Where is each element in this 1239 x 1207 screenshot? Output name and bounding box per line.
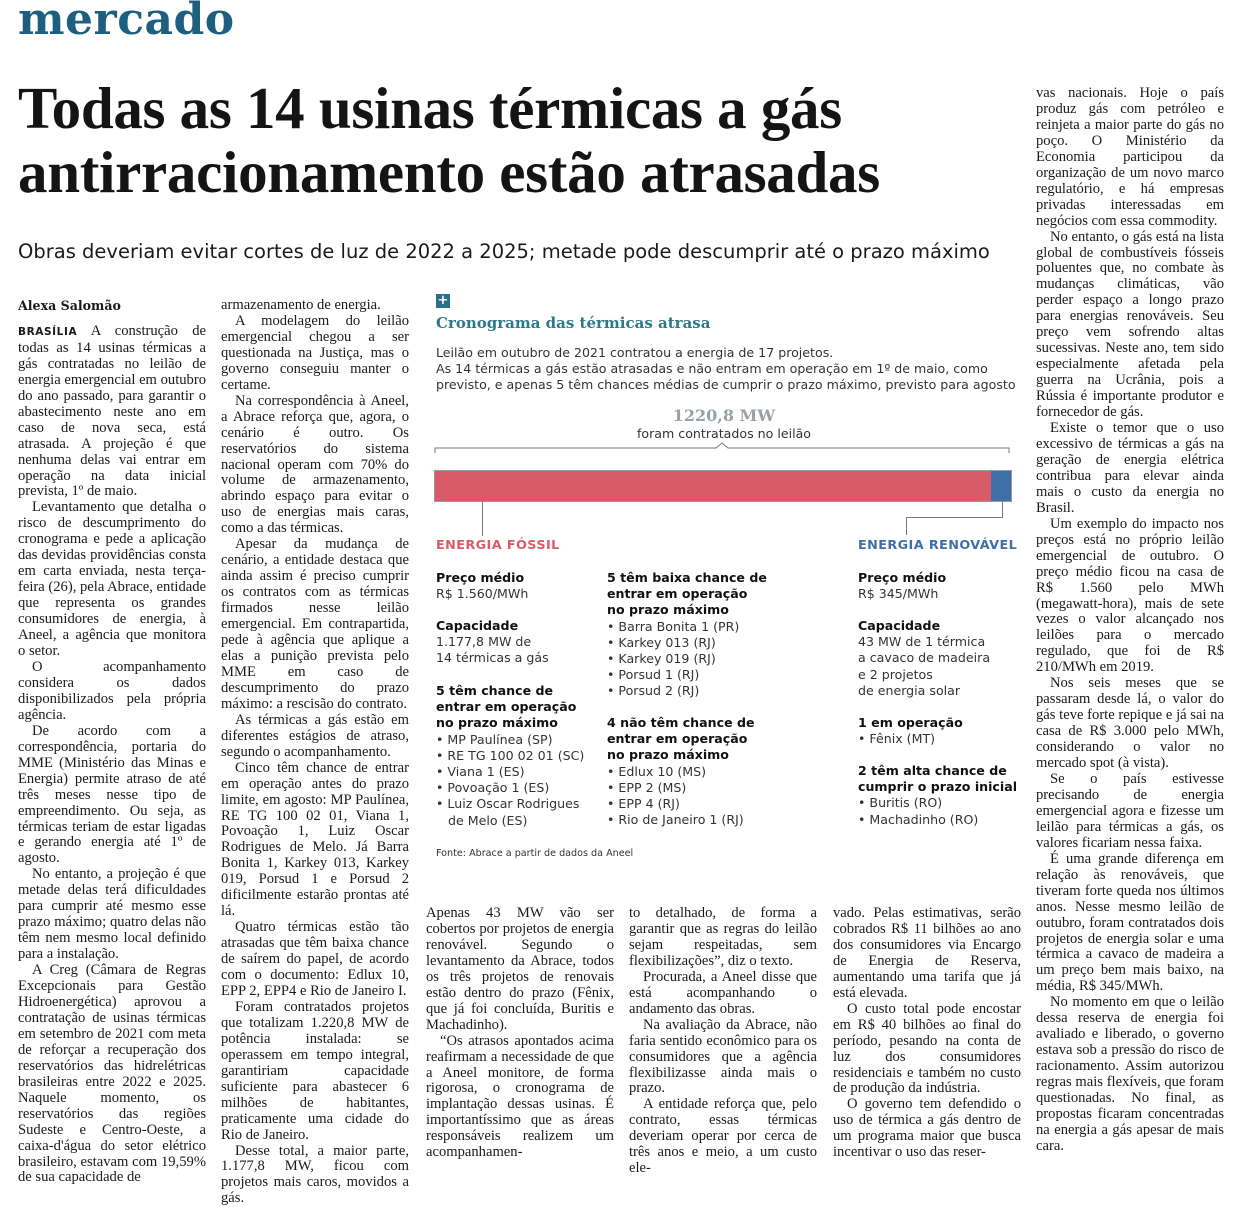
- paragraph: De acordo com a correspondência, portaria do MME (Ministério das Minas e Energia) permite atraso de até três meses nesse tipo de empreendimento. Ou seja, as térmicas teriam de estar ligadas e gerando energia até 1º de agosto.: [18, 722, 206, 867]
- in-operation-list: [858, 731, 963, 747]
- list-item: • Porsud 1 (RJ): [607, 667, 700, 683]
- paragraph: A construção de todas as 14 usinas térmicas a gás contratadas no leilão de energia emergencial em outubro do ano passado, para garantir o abastecimento neste ano em caso de nova seca, está atrasada. A projeção é que nenhuma delas vai entrar em operação na data inicial prevista, 1º de maio.: [18, 322, 206, 500]
- article-column-3: [426, 906, 614, 1170]
- paragraph: No entanto, o gás está na lista global de combustíveis fósseis poluentes que, no combate às mudanças climáticas, vão perder espaço a longo prazo para energias renováveis. Seu preço vem sofrendo altas sucessivas. Neste ano, tem sido especialmente afetada pela guerra na Ucrânia, pois a Rússia é importante produtor e fornecedor de gás.: [1036, 228, 1224, 421]
- paragraph: Se o país estivesse precisando de energia emergencial agora e fizesse um leilão para térmicas a gás, os valores ficariam nessa faixa.: [1036, 770, 1224, 851]
- list-item: • Barra Bonita 1 (PR): [607, 618, 740, 634]
- paragraph: Quatro térmicas estão tão atrasadas que têm baixa chance de saírem do papel, de acordo com o documento: Edlux 10, EPP 2, EPP4 e Rio de Janeiro I.: [221, 919, 409, 999]
- paragraph: O acompanhamento considera os dados disponibilizados pela própria agência.: [18, 658, 206, 723]
- list-item: • Buritis (RO): [858, 795, 943, 811]
- renewable-capacity-line: e 2 projetos: [858, 666, 933, 682]
- renewable-capacity-line: a cavaco de madeira: [858, 650, 991, 666]
- list-item: • RE TG 100 02 01 (SC): [436, 747, 585, 763]
- list-item: • Karkey 013 (RJ): [607, 634, 716, 650]
- list-item: • Luiz Oscar Rodrigues: [436, 796, 580, 812]
- low-chance-heading: entrar em operação: [607, 586, 748, 602]
- high-chance-heading: cumprir o prazo inicial: [858, 779, 1018, 795]
- paragraph: “Os atrasos apontados acima reafirmam a necessidade de que a Aneel monitore, de forma rigorosa, o cronograma de implantação dessas usinas. É importantíssimo que as áreas responsáveis realizem um acompanhamen-: [426, 1032, 614, 1161]
- renewable-price-block: [858, 570, 946, 602]
- intro-line: As 14 térmicas a gás estão atrasadas e não entram em operação em 1º de maio, como previsto, e apenas 5 têm chances médias de cumprir o prazo máximo, previsto para agosto: [436, 361, 1016, 393]
- section-label: mercado: [18, 0, 235, 45]
- low-chance-heading: no prazo máximo: [607, 602, 729, 618]
- no-chance-heading: 4 não têm chance de: [607, 715, 755, 730]
- medium-chance-heading: 5 têm chance de: [436, 683, 554, 698]
- list-item: • Porsud 2 (RJ): [607, 683, 700, 699]
- fossil-bar-segment: [435, 471, 991, 501]
- medium-chance-block: [436, 683, 584, 829]
- paragraph: vas nacionais. Hoje o país produz gás com petróleo e reinjeta a maior parte do gás no poço. O Ministério da Economia participou da organização de um novo marco regulatório, e há empresas privadas interessadas em negócios com essa commodity.: [1036, 85, 1224, 229]
- list-item: • EPP 2 (MS): [607, 779, 687, 795]
- renewable-capacity-line: 43 MW de 1 térmica: [858, 634, 986, 650]
- renewable-capacity-line: de energia solar: [858, 682, 961, 698]
- paragraph: Nos seis meses que se passaram desde lá, o valor do gás teve forte repique e já sai na casa de R$ 3.000 pelo MWh, considerando o valor no mercado spot (à vista).: [1036, 675, 1224, 772]
- list-item: • EPP 4 (RJ): [607, 796, 680, 812]
- article-column-6: [1036, 86, 1224, 1170]
- paragraph: As térmicas a gás estão em diferentes estágios de atraso, segundo o acompanhamento.: [221, 711, 409, 760]
- no-chance-block: [607, 715, 755, 828]
- paragraph: O governo tem defendido o uso de térmica a gás dentro de um programa maior que busca incentivar o uso das reser-: [833, 1096, 1021, 1161]
- article-column-4: [629, 905, 817, 1177]
- paragraph: É uma grande diferença em relação às renováveis, que tiveram forte queda nos últimos anos. Nesse mesmo leilão de outubro, foram contratados dois projetos de energia solar e uma térmica a cavaco de madeira a um preço bem mais baixo, na média, R$ 345/MWh.: [1036, 850, 1224, 995]
- list-item: • Fênix (MT): [858, 731, 936, 747]
- fossil-price-heading: Preço médio: [436, 570, 525, 585]
- in-operation-heading: 1 em operação: [858, 715, 963, 730]
- dateline: BRASÍLIA: [18, 325, 78, 338]
- high-chance-list: [858, 795, 1017, 827]
- article-column-2: [221, 297, 409, 1207]
- source-note: Fonte: Abrace a partir de dados da Aneel: [436, 848, 634, 859]
- article-column-5: [833, 906, 1021, 1170]
- paragraph: vado. Pelas estimativas, serão cobrados R$ 11 bilhões ao ano dos consumidores via Encargo de Energia de Reserva, aumentando uma tarifa que já está elevada.: [833, 905, 1021, 1001]
- paragraph: Cinco têm chance de entrar em operação antes do prazo limite, em agosto: MP Paulínea, RE TG 100 02 01, Viana 1, Povoação 1, Luiz Oscar Rodrigues de Melo. Já Barra Bonita 1, Karkey 013, Karkey 019, Porsud 1 e Porsud 2 dificilmente estarão prontas até lá.: [221, 759, 409, 920]
- brace-shape: [434, 442, 1010, 454]
- medium-chance-heading: no prazo máximo: [436, 715, 558, 731]
- fossil-energy-label: ENERGIA FÓSSIL: [436, 538, 560, 553]
- paragraph: A entidade reforça que, pelo contrato, essas térmicas deveriam operar por cerca de três anos e meio, a um custo ele-: [629, 1096, 817, 1177]
- list-item: • MP Paulínea (SP): [436, 731, 553, 747]
- paragraph: No momento em que o leilão dessa reserva de energia foi avaliado e liberado, o governo estava sob a pressão do risco de racionamento. Assim autorizou regras mais flexíveis, que foram questionadas. No final, as propostas ficaram concentradas na energia a gás apesar de mais cara.: [1036, 994, 1224, 1154]
- fossil-price-value: R$ 1.560/MWh: [436, 586, 529, 602]
- low-chance-heading: 5 têm baixa chance de: [607, 570, 767, 585]
- renewable-price-heading: Preço médio: [858, 570, 947, 585]
- no-chance-heading: entrar em operação: [607, 731, 748, 747]
- list-item: • Machadinho (RO): [858, 811, 979, 827]
- infographic: [426, 290, 1022, 890]
- low-chance-list: [607, 619, 767, 700]
- connector-line: [482, 501, 483, 536]
- headline: Todas as 14 usinas térmicas a gás antirracionamento estão atrasadas: [18, 75, 880, 205]
- paragraph: Na correspondência à Aneel, a Abrace reforça que, agora, o cenário é outro. Os reservatórios do sistema nacional operam com 70% do volume de armazenamento, abrindo espaço para evitar o uso de energias mais caras, como a das térmicas.: [221, 392, 409, 537]
- paragraph: Levantamento que detalha o risco de descumprimento do cronograma e pede a aplicação das devidas providências consta em carta enviada, nesta terça-feira (26), pela Abrace, entidade que representa os grandes consumidores de energia, à Aneel, a agência que monitora o setor.: [18, 499, 206, 660]
- renewable-capacity-heading: Capacidade: [858, 618, 941, 633]
- subheadline: Obras deveriam evitar cortes de luz de 2022 a 2025; metade pode descumprir até o prazo máximo: [18, 240, 990, 263]
- fossil-capacity-block: [436, 618, 549, 667]
- paragraph: O custo total pode encostar em R$ 40 bilhões ao final do período, pesando na conta de luz dos consumidores residenciais e também no custo de produção da indústria.: [833, 1000, 1021, 1097]
- renewable-price-value: R$ 345/MWh: [858, 586, 939, 602]
- medium-chance-list: [436, 732, 584, 829]
- no-chance-list: [607, 764, 755, 829]
- list-item: de Melo (ES): [436, 812, 528, 828]
- paragraph: Apesar da mudança de cenário, a entidade destaca que ainda assim é preciso cumprir os contratos com as térmicas firmados nesse leilão emergencial. Em contrapartida, pede à agência que aplique a elas a punição prevista pelo MME em caso de descumprimento do prazo máximo: a rescisão do contrato.: [221, 536, 409, 712]
- intro-line: Leilão em outubro de 2021 contratou a energia de 17 projetos.: [436, 345, 834, 360]
- infographic-intro: [436, 345, 1016, 394]
- infographic-title: Cronograma das térmicas atrasa: [436, 314, 711, 332]
- paragraph: A modelagem do leilão emergencial chegou a ser questionada na Justiça, mas o governo conseguiu manter o certame.: [221, 312, 409, 393]
- capacity-bar: [434, 470, 1012, 502]
- connector-line: [906, 517, 1003, 518]
- paragraph: Apenas 43 MW vão ser cobertos por projetos de energia renovável. Segundo o levantamento da Abrace, todos os três projetos de renovais estão dentro do prazo (Fênix, que já foi concluída, Buritis e Machadinho).: [426, 905, 614, 1033]
- paragraph: Na avaliação da Abrace, não faria sentido econômico para os consumidores que a agência flexibilizasse ainda mais o prazo.: [629, 1016, 817, 1097]
- total-capacity-value: 1220,8 MW: [672, 406, 776, 425]
- fossil-capacity-heading: Capacidade: [436, 618, 519, 633]
- fossil-price-block: [436, 570, 528, 602]
- renewable-bar-segment: [991, 471, 1011, 501]
- paragraph: Foram contratados projetos que totalizam 1.220,8 MW de potência instalada: se operassem em tempo integral, garantiriam capacidade suficiente para abastecer 6 milhões de habitantes, praticamente uma cidade do Rio de Janeiro.: [221, 998, 409, 1143]
- list-item: • Edlux 10 (MS): [607, 763, 707, 779]
- renewable-energy-label: ENERGIA RENOVÁVEL: [858, 538, 1018, 553]
- byline: Alexa Salomão: [18, 298, 121, 313]
- lead-paragraph: [18, 324, 206, 500]
- in-operation-block: [858, 715, 963, 747]
- list-item: • Povoação 1 (ES): [436, 780, 550, 796]
- plus-icon: +: [437, 293, 449, 308]
- paragraph: Um exemplo do impacto nos preços está no próprio leilão emergencial de outubro. O preço médio ficou na casa de R$ 1.560 pelo MWh (megawatt-hora), mais de sete vezes o valor alcançado nos leilões para o mercado regulado, que foi de R$ 210/MWh em 2019.: [1036, 515, 1224, 676]
- paragraph: to detalhado, de forma a garantir que as regras do leilão sejam respeitadas, sem flexibilizações”, diz o texto.: [629, 905, 817, 969]
- total-capacity-label: foram contratados no leilão: [636, 426, 812, 441]
- list-item: • Viana 1 (ES): [436, 764, 525, 780]
- connector-line: [1002, 501, 1003, 517]
- list-item: • Rio de Janeiro 1 (RJ): [607, 812, 744, 828]
- connector-line: [906, 517, 907, 535]
- paragraph: No entanto, a projeção é que metade delas terá dificuldades para cumprir até mesmo esse prazo máximo; quatro delas não têm nem mesmo local definido para a instalação.: [18, 866, 206, 963]
- low-chance-block: [607, 570, 767, 700]
- paragraph: A Creg (Câmara de Regras Excepcionais para Gestão Hidroenergética) aprovou a contratação de usinas térmicas em setembro de 2021 com meta de reforçar a recuperação dos reservatórios das hidrelétricas brasileiras entre 2022 e 2025. Naquele momento, os reservatórios das regiões Sudeste e Centro-Oeste, a caixa-d'água do setor elétrico brasileiro, estavam com 19,59% de sua capacidade de: [18, 962, 206, 1186]
- fossil-capacity-line: 1.177,8 MW de: [436, 634, 532, 650]
- paragraph: armazenamento de energia.: [221, 297, 381, 313]
- high-chance-block: [858, 763, 1017, 828]
- article-column-1: [18, 298, 206, 1186]
- medium-chance-heading: entrar em operação: [436, 699, 577, 715]
- paragraph: Desse total, a maior parte, 1.177,8 MW, ficou com projetos mais caros, movidos a gás.: [221, 1142, 409, 1207]
- paragraph: Existe o temor que o uso excessivo de térmicas a gás na geração de energia elétrica contribua para elevar ainda mais o custo da energia no Brasil.: [1036, 420, 1224, 516]
- renewable-capacity-block: [858, 618, 990, 699]
- list-item: • Karkey 019 (RJ): [607, 651, 716, 667]
- fossil-capacity-line: 14 térmicas a gás: [436, 650, 549, 666]
- high-chance-heading: 2 têm alta chance de: [858, 763, 1007, 778]
- paragraph: Procurada, a Aneel disse que está acompanhando o andamento das obras.: [629, 968, 817, 1017]
- no-chance-heading: no prazo máximo: [607, 747, 729, 763]
